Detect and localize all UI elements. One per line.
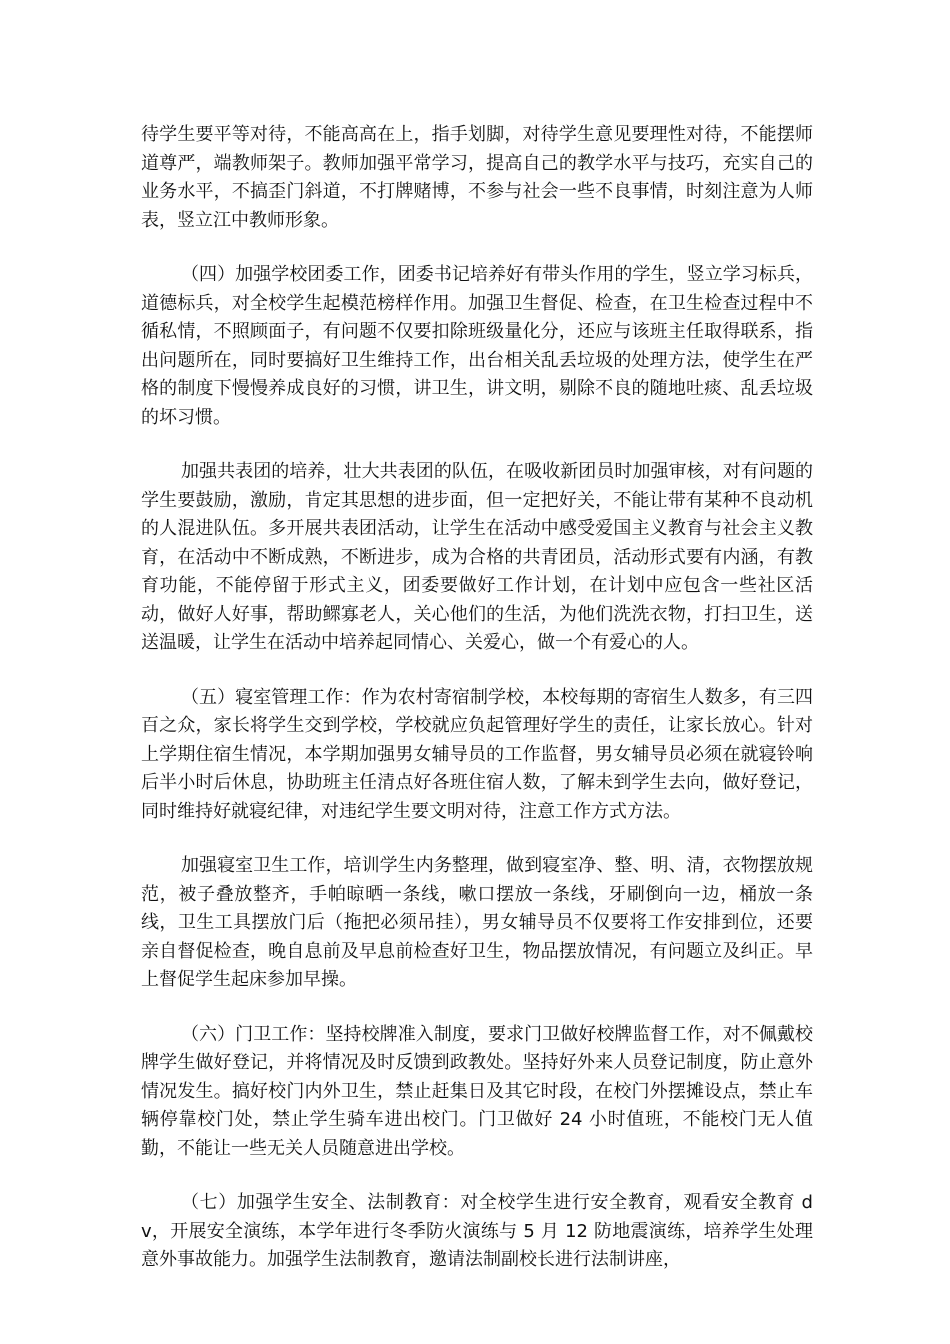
paragraph-dormitory-management: （五）寝室管理工作：作为农村寄宿制学校，本校每期的寄宿生人数多，有三四百之众，家长将学生交到学校，学校就应负起管理好学生的责任，让家长放心。针对上学期住宿生情况，本学期加强男女辅导员的工作监督，男女辅导员必须在就寝铃响后半小时后休息，协助班主任清点好各班住宿人数，了解未到学生去向，做好登记，同时维持好就寝纪律，对违纪学生要文明对待，注意工作方式方法。 xyxy=(141,686,813,822)
paragraph-gate-guard: （六）门卫工作：坚持校牌准入制度，要求门卫做好校牌监督工作，对不佩戴校牌学生做好登记，并将情况及时反馈到政教处。坚持好外来人员登记制度，防止意外情况发生。搞好校门内外卫生，禁止赶集日及其它时段，在校门外摆摊设点，禁止车辆停靠校门处，禁止学生骑车进出校门。门卫做好 24 小时值班，不能校门无人值勤，不能让一些无关人员随意进出学校。 xyxy=(141,1023,813,1159)
paragraph-safety-legal-education: （七）加强学生安全、法制教育：对全校学生进行安全教育，观看安全教育 dv，开展安全演练，本学年进行冬季防火演练与 5 月 12 防地震演练，培养学生处理意外事故能力。加强学生法制教育，邀请法制副校长进行法制讲座， xyxy=(141,1192,813,1270)
document-body xyxy=(141,121,813,1275)
paragraph-teacher-conduct: 待学生要平等对待，不能高高在上，指手划脚，对待学生意见要理性对待，不能摆师道尊严，端教师架子。教师加强平常学习，提高自己的教学水平与技巧，充实自己的业务水平，不搞歪门斜道，不打牌赌博，不参与社会一些不良事情，时刻注意为人师表，竖立江中教师形象。 xyxy=(141,124,813,231)
paragraph-dormitory-hygiene: 加强寝室卫生工作，培训学生内务整理，做到寝室净、整、明、清，衣物摆放规范，被子叠放整齐，手帕晾晒一条线，嗽口摆放一条线，牙刷倒向一边，桶放一条线，卫生工具摆放门后（拖把必须吊挂），男女辅导员不仅要将工作安排到位，还要亲自督促检查，晚自息前及早息前检查好卫生，物品摆放情况，有问题立及纠正。早上督促学生起床参加早操。 xyxy=(141,855,813,990)
paragraph-league-training: 加强共表团的培养，壮大共表团的队伍，在吸收新团员时加强审核，对有问题的学生要鼓励，激励，肯定其思想的进步面，但一定把好关，不能让带有某种不良动机的人混进队伍。多开展共表团活动，让学生在活动中感受爱国主义教育与社会主义教育，在活动中不断成熟，不断进步，成为合格的共青团员，活动形式要有内涵，有教育功能，不能停留于形式主义，团委要做好工作计划，在计划中应包含一些社区活动，做好人好事，帮助鳏寡老人，关心他们的生活，为他们洗洗衣物，打扫卫生，送送温暖，让学生在活动中培养起同情心、关爱心，做一个有爱心的人。 xyxy=(141,461,813,653)
paragraph-youth-league-work: （四）加强学校团委工作，团委书记培养好有带头作用的学生，竖立学习标兵，道德标兵，对全校学生起模范榜样作用。加强卫生督促、检查，在卫生检查过程中不循私情，不照顾面子，有问题不仅要扣除班级量化分，还应与该班主任取得联系，指出问题所在，同时要搞好卫生维持工作，出台相关乱丢垃圾的处理方法，使学生在严格的制度下慢慢养成良好的习惯，讲卫生，讲文明，剔除不良的随地吐痰、乱丢垃圾的坏习惯。 xyxy=(141,264,813,428)
